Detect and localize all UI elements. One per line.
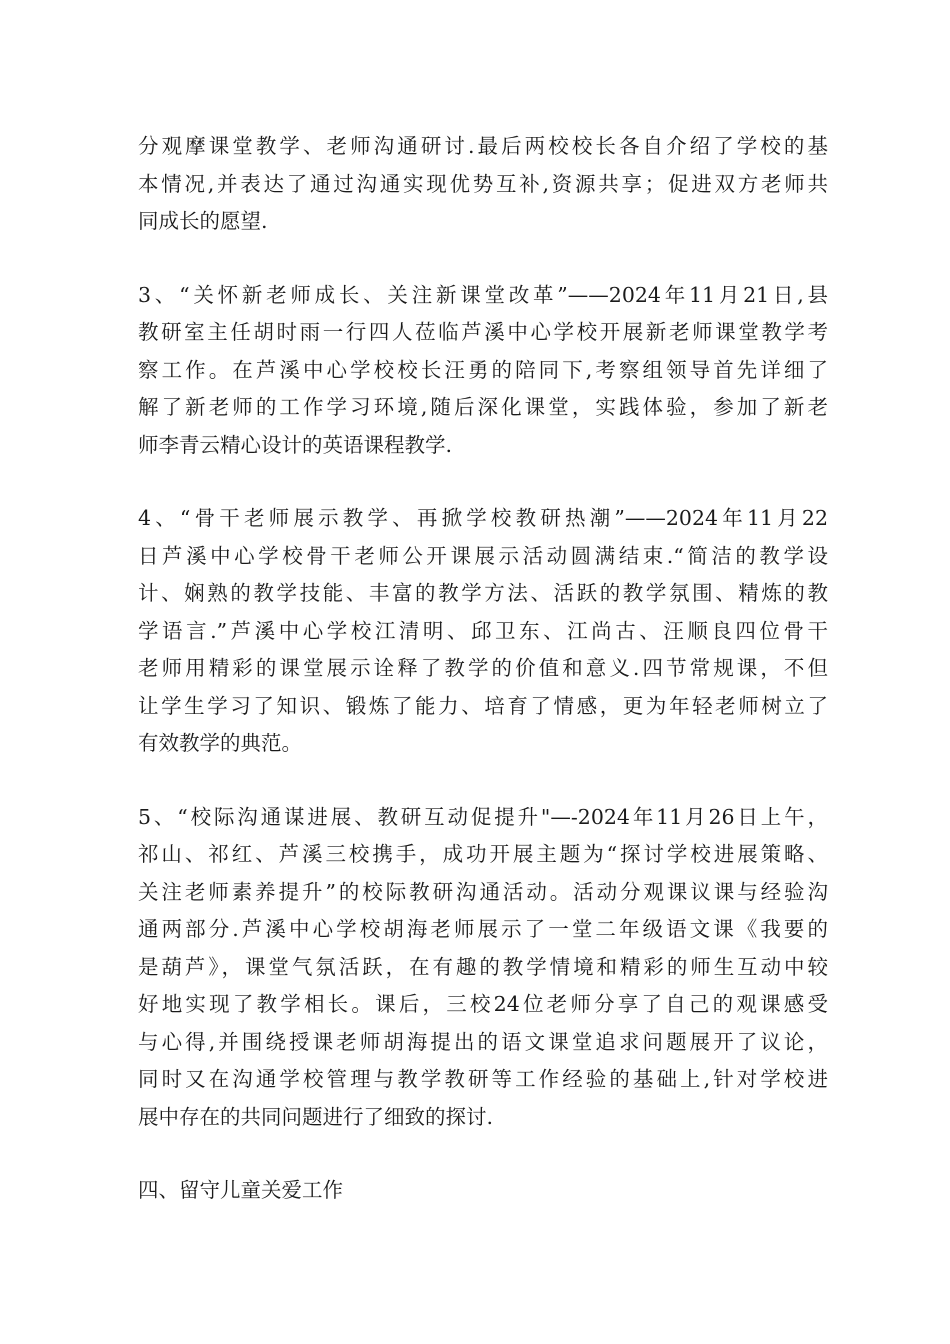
text-line: 师李青云精心设计的英语课程教学. (138, 432, 453, 457)
text-line: 学语言.”芦溪中心学校江清明、邱卫东、江尚古、汪顺良四位骨干 (138, 618, 828, 643)
text-line: 日芦溪中心学校骨干老师公开课展示活动圆满结束.“简洁的教学设 (138, 543, 828, 568)
text-line: 让学生学习了知识、锻炼了能力、培育了情感，更为年轻老师树立了 (138, 693, 828, 718)
paragraph-gap (138, 1136, 828, 1172)
section-heading (138, 1172, 828, 1210)
paragraph-gap (138, 464, 828, 500)
text-line: 同时又在沟通学校管理与教学教研等工作经验的基础上,针对学校进 (138, 1067, 828, 1091)
text-line: 察工作。在芦溪中心学校校长汪勇的陪同下,考察组领导首先详细了 (138, 357, 828, 382)
text-line: 展中存在的共同问题进行了细致的探讨. (138, 1104, 494, 1129)
paragraph-item-4 (138, 500, 828, 763)
text-line: 4、“骨干老师展示教学、再掀学校教研热潮”——2024年11月22 (138, 506, 828, 530)
text-line: 关注老师素养提升”的校际教研沟通活动。活动分观课议课与经验沟 (138, 879, 828, 904)
paragraph-gap (138, 763, 828, 799)
text-line: 通两部分.芦溪中心学校胡海老师展示了一堂二年级语文课《我要的 (138, 917, 828, 941)
text-line: 老师用精彩的课堂展示诠释了教学的价值和意义.四节常规课，不但 (138, 656, 828, 680)
text-line: 分观摩课堂教学、老师沟通研讨.最后两校校长各自介绍了学校的基 (138, 134, 828, 158)
text-line: 3、“关怀新老师成长、关注新课堂改革”——2024年11月21日,县 (138, 282, 828, 307)
text-line: 与心得,并围绕授课老师胡海提出的语文课堂追求问题展开了议论， (138, 1029, 828, 1054)
text-line: 解了新老师的工作学习环境,随后深化课堂，实践体验，参加了新老 (138, 395, 828, 419)
paragraph-item-3 (138, 277, 828, 465)
section-heading-text: 四、留守儿童关爱工作 (138, 1178, 343, 1202)
paragraph-item-5 (138, 799, 828, 1137)
text-line: 本情况,并表达了通过沟通实现优势互补,资源共享；促进双方老师共 (138, 171, 828, 196)
text-line: 5、“校际沟通谋进展、教研互动促提升"—-2024年11月26日上午， (138, 804, 828, 829)
document-page (138, 128, 828, 1210)
text-line: 是葫芦》，课堂气氛活跃，在有趣的教学情境和精彩的师生互动中较 (138, 954, 828, 979)
text-line: 教研室主任胡时雨一行四人莅临芦溪中心学校开展新老师课堂教学考 (138, 320, 828, 344)
text-line: 祁山、祁红、芦溪三校携手，成功开展主题为“探讨学校进展策略、 (138, 842, 828, 866)
text-line: 同成长的愿望. (138, 209, 268, 233)
text-line: 好地实现了教学相长。课后，三校24位老师分享了自己的观课感受 (138, 992, 828, 1016)
text-line: 计、娴熟的教学技能、丰富的教学方法、活跃的教学氛围、精炼的教 (138, 581, 828, 605)
text-line: 有效教学的典范。 (138, 731, 302, 755)
paragraph-intro (138, 128, 828, 241)
paragraph-gap (138, 241, 828, 277)
